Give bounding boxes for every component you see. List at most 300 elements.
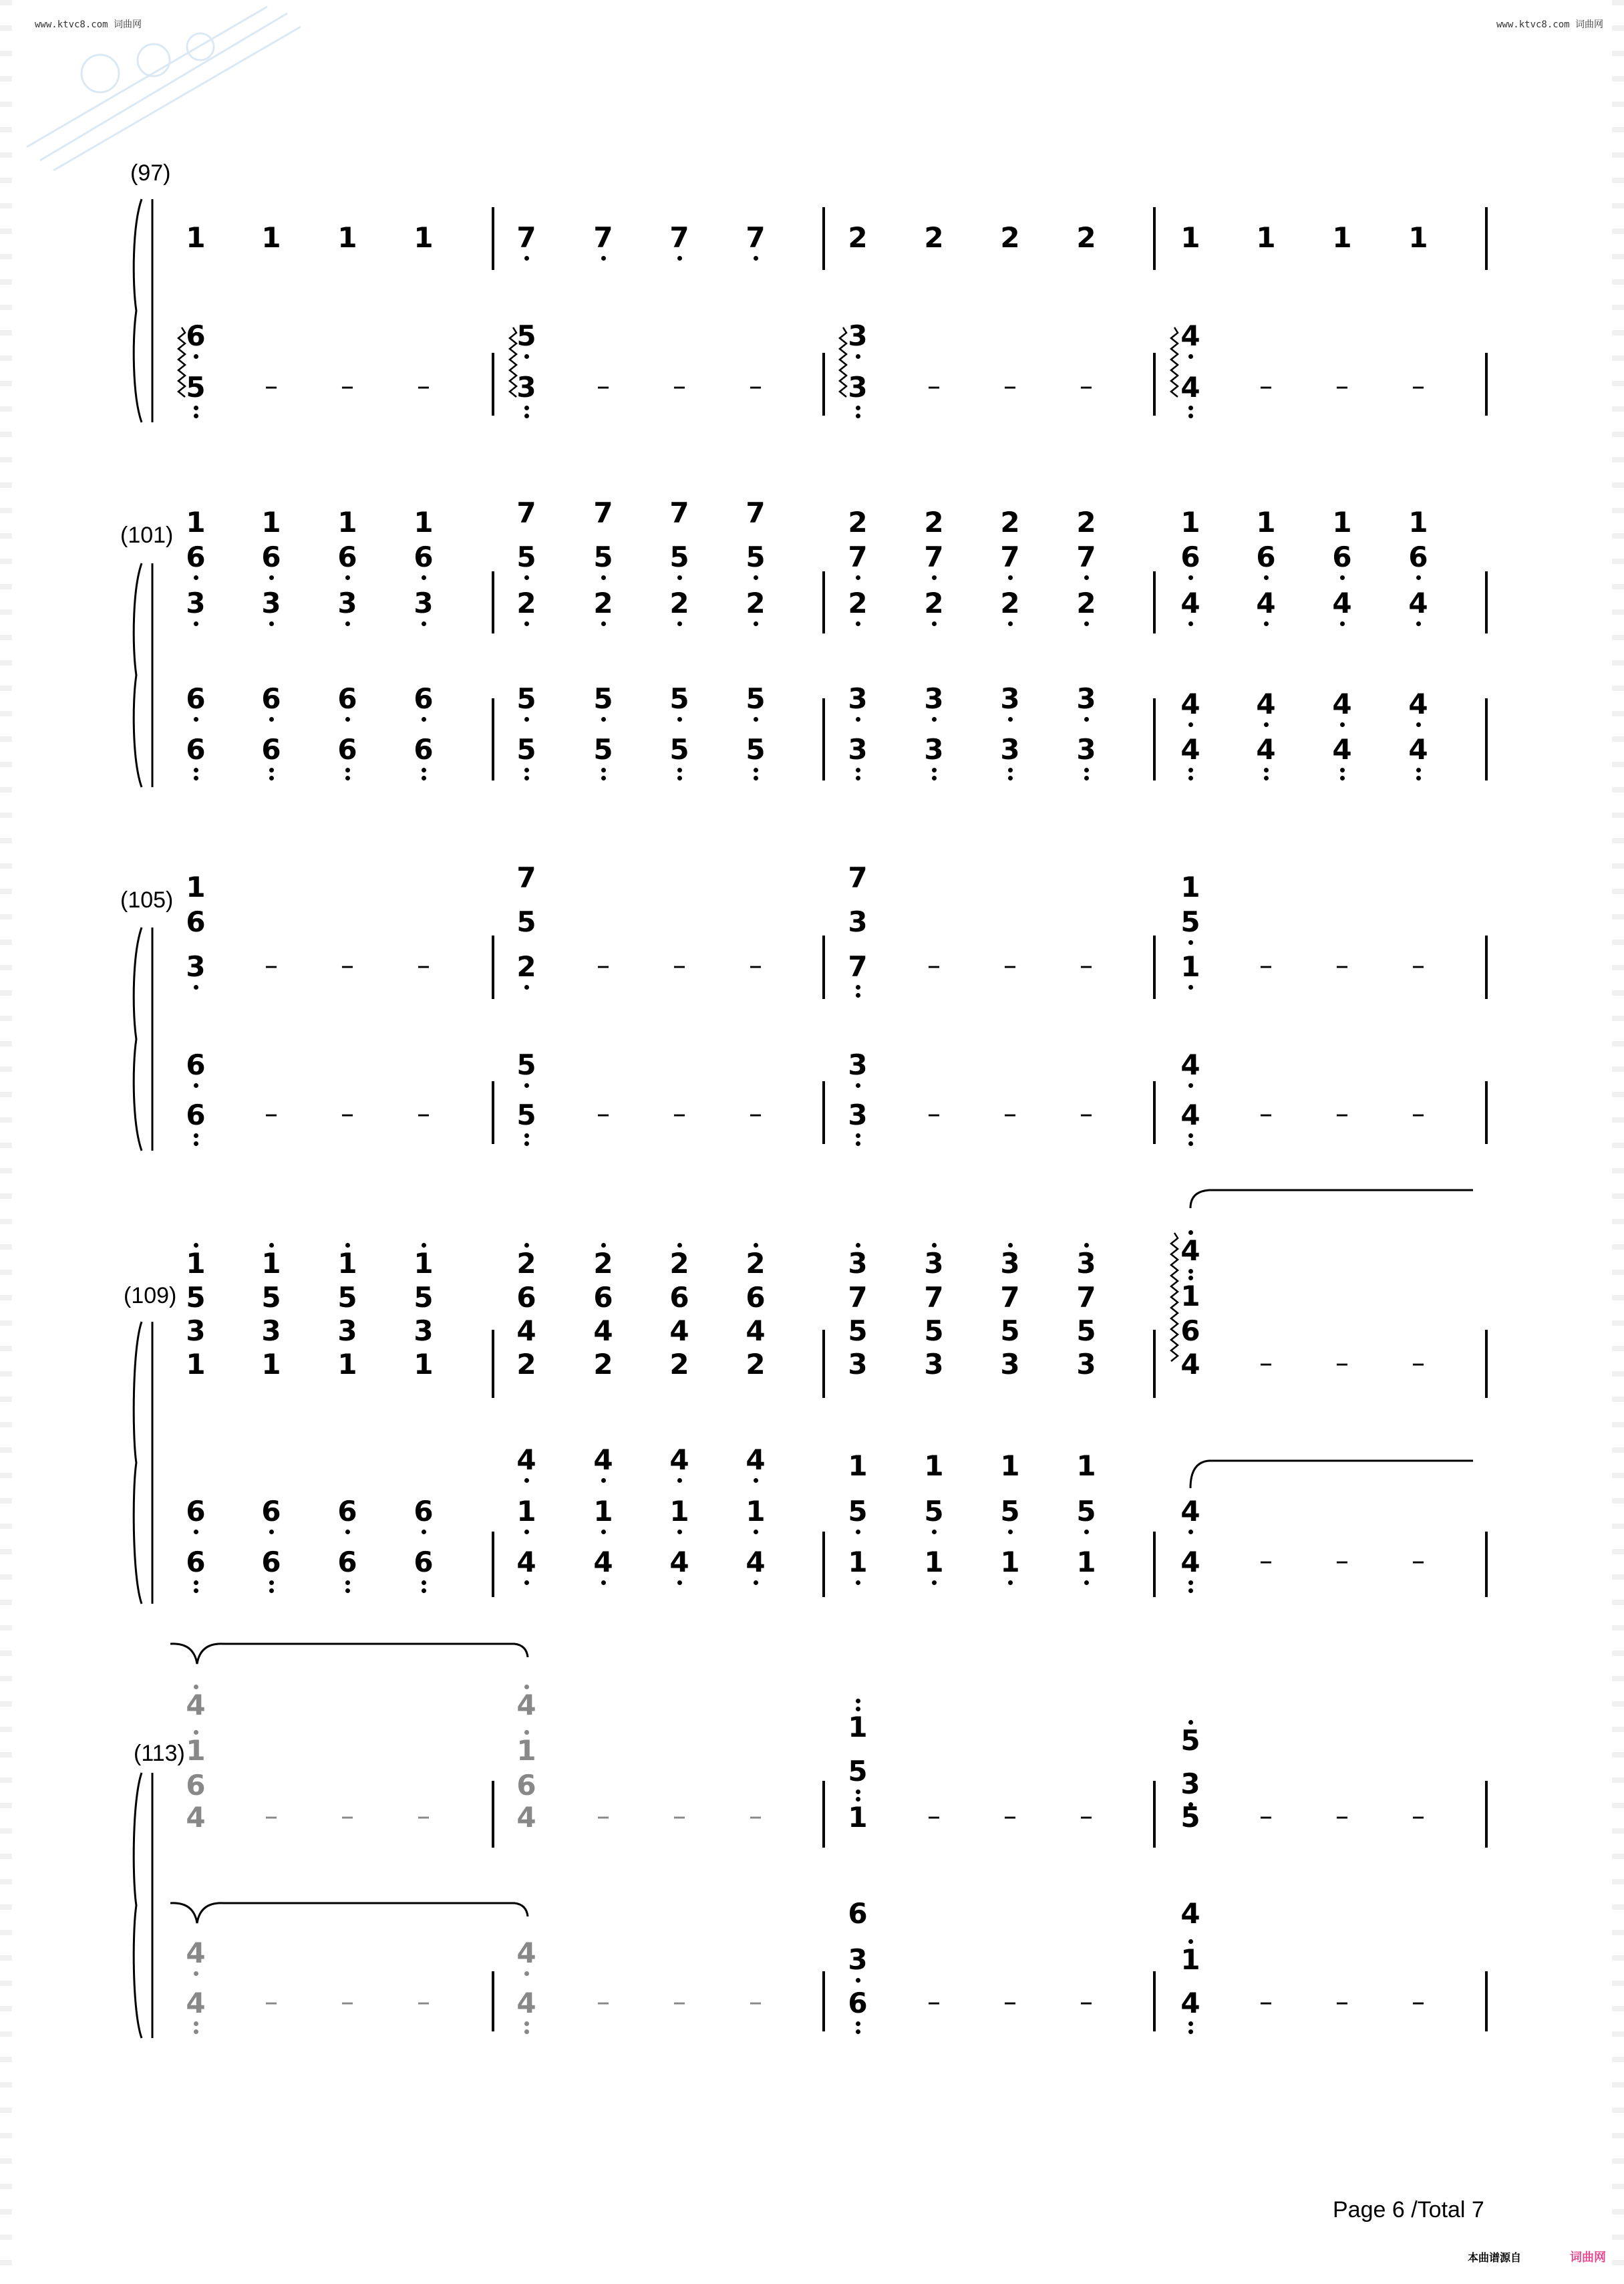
hold-dash: – — [1259, 1987, 1273, 2017]
note-digit: 1 — [1332, 221, 1352, 254]
note-digit: 1 — [1000, 1449, 1020, 1482]
octave-dot — [1008, 575, 1013, 580]
note-digit: 3 — [337, 1314, 357, 1347]
note-digit: 3 — [261, 1314, 281, 1347]
octave-dot — [856, 1243, 860, 1248]
octave-dot — [677, 575, 682, 580]
note-digit: 4 — [186, 1801, 206, 1834]
octave-dot — [345, 768, 350, 772]
octave-dot — [601, 717, 606, 722]
octave-dot — [269, 1243, 274, 1248]
note-digit: 7 — [848, 1281, 868, 1314]
hold-dash: – — [749, 950, 762, 981]
note-digit: 2 — [593, 1247, 613, 1280]
octave-dot — [856, 776, 860, 780]
note-digit: 4 — [1180, 1048, 1200, 1081]
octave-dot — [1416, 575, 1421, 580]
octave-dot — [754, 256, 758, 261]
octave-dot — [1084, 621, 1089, 626]
octave-dot — [194, 1971, 198, 1976]
note-digit: 2 — [516, 1348, 536, 1381]
grand-staff-brace-icon — [134, 1773, 142, 2038]
note-digit: 1 — [1256, 221, 1276, 254]
octave-dot — [1188, 722, 1193, 727]
hold-dash: – — [341, 950, 354, 981]
hold-dash: – — [1259, 1801, 1273, 1832]
octave-dot — [677, 776, 682, 780]
note-digit: 2 — [848, 506, 868, 539]
hold-dash: – — [1335, 1348, 1349, 1379]
octave-dot — [194, 621, 198, 626]
octave-dot — [1188, 414, 1193, 418]
note-digit: 6 — [414, 541, 434, 573]
octave-dot — [932, 1580, 937, 1585]
tie-arc-icon — [1190, 1461, 1473, 1488]
note-digit: 3 — [848, 1247, 868, 1280]
note-digit: 1 — [848, 1546, 868, 1578]
octave-dot — [1084, 776, 1089, 780]
note-digit: 3 — [186, 950, 206, 983]
note-digit: 2 — [848, 221, 868, 254]
octave-dot — [1188, 354, 1193, 359]
note-digit: 5 — [516, 541, 536, 573]
octave-dot — [194, 1588, 198, 1593]
hold-dash: – — [597, 1987, 610, 2017]
note-digit: 6 — [1180, 1314, 1200, 1347]
octave-dot — [345, 621, 350, 626]
hold-dash: – — [927, 1801, 941, 1832]
note-digit: 1 — [1180, 871, 1200, 903]
octave-dot — [345, 1530, 350, 1534]
octave-dot — [194, 1133, 198, 1138]
octave-dot — [1008, 621, 1013, 626]
note-digit: 1 — [1180, 506, 1200, 539]
octave-dot — [856, 1790, 860, 1794]
octave-dot — [856, 985, 860, 990]
note-digit: 1 — [593, 1495, 613, 1528]
octave-dot — [1188, 2021, 1193, 2026]
hold-dash: – — [417, 1801, 430, 1832]
note-digit: 7 — [1000, 1281, 1020, 1314]
hold-dash: – — [1412, 1801, 1425, 1832]
note-digit: 6 — [516, 1281, 536, 1314]
hold-dash: – — [1335, 1099, 1349, 1129]
measure-number-113: (113) — [134, 1741, 185, 1766]
octave-dot — [856, 354, 860, 359]
tie-arc-icon — [170, 1903, 528, 1923]
hold-dash: – — [1003, 1801, 1017, 1832]
hold-dash: – — [749, 1099, 762, 1129]
note-digit: 4 — [1180, 1348, 1200, 1381]
octave-dot — [345, 575, 350, 580]
octave-dot — [269, 1588, 274, 1593]
hold-dash: – — [265, 371, 278, 402]
note-digit: 1 — [186, 1348, 206, 1381]
note-digit: 3 — [848, 682, 868, 715]
note-digit: 4 — [516, 1801, 536, 1834]
note-digit: 4 — [516, 1443, 536, 1476]
octave-dot — [677, 1580, 682, 1585]
octave-dot — [194, 1530, 198, 1534]
note-digit: 7 — [848, 861, 868, 894]
hold-dash: – — [417, 1099, 430, 1129]
hold-dash: – — [1412, 1099, 1425, 1129]
octave-dot — [1416, 621, 1421, 626]
octave-dot — [1264, 722, 1269, 727]
octave-dot — [422, 717, 426, 722]
octave-dot — [601, 768, 606, 772]
hold-dash: – — [1080, 950, 1093, 981]
octave-dot — [422, 1243, 426, 1248]
note-digit: 3 — [924, 1247, 944, 1280]
octave-dot — [601, 1580, 606, 1585]
note-digit: 5 — [669, 541, 689, 573]
note-digit: 5 — [593, 733, 613, 766]
hold-dash: – — [1412, 371, 1425, 402]
hold-dash: – — [1412, 1348, 1425, 1379]
note-digit: 2 — [746, 587, 766, 619]
hold-dash: – — [673, 1987, 686, 2017]
note-digit: 7 — [1076, 1281, 1096, 1314]
hold-dash: – — [417, 371, 430, 402]
octave-dot — [1340, 722, 1345, 727]
octave-dot — [524, 1133, 529, 1138]
note-digit: 4 — [1256, 587, 1276, 619]
note-digit: 5 — [669, 682, 689, 715]
note-digit: 6 — [1256, 541, 1276, 573]
note-digit: 6 — [186, 1495, 206, 1528]
note-digit: 6 — [516, 1769, 536, 1802]
octave-dot — [1008, 776, 1013, 780]
note-digit: 3 — [1076, 733, 1096, 766]
octave-dot — [1084, 1530, 1089, 1534]
note-digit: 4 — [1408, 733, 1428, 766]
note-digit: 6 — [261, 1495, 281, 1528]
note-digit: 1 — [1180, 1943, 1200, 1976]
octave-dot — [194, 575, 198, 580]
note-digit: 4 — [746, 1314, 766, 1347]
note-digit: 1 — [186, 1247, 206, 1280]
note-digit: 1 — [848, 1449, 868, 1482]
octave-dot — [754, 621, 758, 626]
grand-staff-brace-icon — [134, 563, 142, 787]
hold-dash: – — [927, 371, 941, 402]
octave-dot — [194, 717, 198, 722]
octave-dot — [1340, 776, 1345, 780]
note-digit: 7 — [593, 496, 613, 529]
note-digit: 6 — [1332, 541, 1352, 573]
note-digit: 2 — [516, 1247, 536, 1280]
note-digit: 1 — [261, 1247, 281, 1280]
note-digit: 5 — [516, 1099, 536, 1131]
hold-dash: – — [597, 1099, 610, 1129]
octave-dot — [1084, 1243, 1089, 1248]
note-digit: 4 — [1180, 1546, 1200, 1578]
note-digit: 5 — [746, 733, 766, 766]
octave-dot — [856, 1083, 860, 1088]
octave-dot — [677, 1478, 682, 1483]
octave-dot — [856, 2029, 860, 2034]
octave-dot — [524, 575, 529, 580]
octave-dot — [856, 414, 860, 418]
note-digit: 1 — [516, 1734, 536, 1767]
note-digit: 4 — [746, 1546, 766, 1578]
octave-dot — [754, 768, 758, 772]
note-digit: 3 — [1000, 733, 1020, 766]
octave-dot — [194, 2029, 198, 2034]
measure-number-109: (109) — [124, 1283, 177, 1308]
note-digit: 1 — [414, 1247, 434, 1280]
hold-dash: – — [749, 1801, 762, 1832]
octave-dot — [524, 717, 529, 722]
octave-dot — [754, 717, 758, 722]
octave-dot — [754, 1580, 758, 1585]
hold-dash: – — [265, 1801, 278, 1832]
octave-dot — [1264, 621, 1269, 626]
note-digit: 3 — [1180, 1767, 1200, 1800]
octave-dot — [345, 1588, 350, 1593]
hold-dash: – — [1259, 1348, 1273, 1379]
hold-dash: – — [1003, 371, 1017, 402]
octave-dot — [524, 1530, 529, 1534]
hold-dash: – — [749, 1987, 762, 2017]
octave-dot — [194, 1243, 198, 1248]
source-note: 本曲谱源自 — [1468, 2253, 1522, 2264]
note-digit: 7 — [848, 950, 868, 983]
note-digit: 1 — [261, 506, 281, 539]
octave-dot — [932, 1530, 937, 1534]
note-digit: 5 — [593, 682, 613, 715]
octave-dot — [524, 1730, 529, 1735]
note-digit: 6 — [186, 319, 206, 352]
note-digit: 5 — [1180, 1724, 1200, 1757]
note-digit: 6 — [848, 1987, 868, 2019]
octave-dot — [1188, 1588, 1193, 1593]
note-digit: 2 — [593, 1348, 613, 1381]
note-digit: 2 — [924, 221, 944, 254]
note-digit: 5 — [593, 541, 613, 573]
note-digit: 5 — [1000, 1495, 1020, 1528]
note-digit: 3 — [848, 319, 868, 352]
note-digit: 6 — [1408, 541, 1428, 573]
octave-dot — [856, 768, 860, 772]
octave-dot — [194, 354, 198, 359]
note-digit: 4 — [593, 1546, 613, 1578]
octave-dot — [269, 1580, 274, 1585]
note-digit: 7 — [516, 221, 536, 254]
octave-dot — [601, 575, 606, 580]
note-digit: 7 — [669, 221, 689, 254]
note-digit: 4 — [1332, 733, 1352, 766]
octave-dot — [194, 2021, 198, 2026]
hold-dash: – — [1003, 1987, 1017, 2017]
note-digit: 7 — [1000, 541, 1020, 573]
note-digit: 6 — [186, 1546, 206, 1578]
measure-number-105: (105) — [120, 887, 174, 913]
note-digit: 6 — [848, 1897, 868, 1930]
note-digit: 1 — [1408, 221, 1428, 254]
octave-dot — [856, 1978, 860, 1983]
note-digit: 4 — [593, 1443, 613, 1476]
note-digit: 2 — [848, 587, 868, 619]
note-digit: 6 — [337, 541, 357, 573]
octave-dot — [1084, 575, 1089, 580]
octave-dot — [677, 768, 682, 772]
octave-dot — [524, 256, 529, 261]
note-digit: 6 — [186, 541, 206, 573]
note-digit: 7 — [516, 861, 536, 894]
note-digit: 1 — [848, 1711, 868, 1743]
octave-dot — [677, 1530, 682, 1534]
octave-dot — [1416, 776, 1421, 780]
note-digit: 3 — [848, 733, 868, 766]
hold-dash: – — [341, 371, 354, 402]
octave-dot — [194, 1580, 198, 1585]
octave-dot — [1008, 1580, 1013, 1585]
hold-dash: – — [597, 1801, 610, 1832]
octave-dot — [1084, 1580, 1089, 1585]
octave-dot — [1188, 621, 1193, 626]
measure-number-101: (101) — [120, 523, 174, 548]
octave-dot — [1188, 776, 1193, 780]
note-digit: 1 — [186, 871, 206, 903]
octave-dot — [601, 256, 606, 261]
note-digit: 1 — [924, 1546, 944, 1578]
octave-dot — [269, 768, 274, 772]
note-digit: 4 — [516, 1937, 536, 1969]
hold-dash: – — [597, 371, 610, 402]
octave-dot — [856, 406, 860, 410]
note-digit: 3 — [186, 1314, 206, 1347]
note-digit: 4 — [746, 1443, 766, 1476]
octave-dot — [524, 1083, 529, 1088]
octave-dot — [194, 1083, 198, 1088]
octave-dot — [856, 717, 860, 722]
hold-dash: – — [927, 1987, 941, 2017]
octave-dot — [194, 406, 198, 410]
octave-dot — [932, 776, 937, 780]
note-digit: 5 — [186, 1281, 206, 1314]
note-digit: 3 — [848, 371, 868, 404]
note-digit: 4 — [516, 1546, 536, 1578]
octave-dot — [422, 575, 426, 580]
note-digit: 3 — [1000, 1247, 1020, 1280]
hold-dash: – — [341, 1801, 354, 1832]
note-digit: 7 — [746, 496, 766, 529]
note-digit: 7 — [516, 496, 536, 529]
note-digit: 1 — [746, 1495, 766, 1528]
note-digit: 5 — [414, 1281, 434, 1314]
note-digit: 3 — [414, 1314, 434, 1347]
octave-dot — [1188, 575, 1193, 580]
note-digit: 4 — [186, 1689, 206, 1721]
note-digit: 2 — [1000, 587, 1020, 619]
note-digit: 1 — [516, 1495, 536, 1528]
hold-dash: – — [1003, 950, 1017, 981]
note-digit: 1 — [186, 506, 206, 539]
octave-dot — [754, 575, 758, 580]
hold-dash: – — [1259, 371, 1273, 402]
octave-dot — [1340, 621, 1345, 626]
note-digit: 2 — [746, 1348, 766, 1381]
octave-dot — [754, 776, 758, 780]
note-digit: 6 — [414, 733, 434, 766]
octave-dot — [601, 1243, 606, 1248]
note-digit: 4 — [1180, 688, 1200, 720]
octave-dot — [1008, 768, 1013, 772]
octave-dot — [524, 406, 529, 410]
octave-dot — [932, 621, 937, 626]
octave-dot — [1188, 1083, 1193, 1088]
hold-dash: – — [1080, 1099, 1093, 1129]
octave-dot — [422, 1580, 426, 1585]
note-digit: 2 — [669, 587, 689, 619]
note-digit: 1 — [414, 221, 434, 254]
note-digit: 2 — [669, 1247, 689, 1280]
grand-staff-brace-icon — [134, 927, 142, 1151]
octave-dot — [677, 621, 682, 626]
hold-dash: – — [927, 1099, 941, 1129]
note-digit: 4 — [669, 1546, 689, 1578]
grand-staff-brace-icon — [134, 199, 142, 422]
note-digit: 7 — [848, 541, 868, 573]
tie-arc-icon — [170, 1644, 528, 1664]
note-digit: 4 — [1256, 733, 1276, 766]
octave-dot — [1416, 722, 1421, 727]
header-site-left: www.ktvc8.com 词曲网 — [35, 19, 142, 30]
octave-dot — [524, 985, 529, 990]
octave-dot — [856, 1797, 860, 1802]
octave-dot — [1340, 575, 1345, 580]
note-digit: 6 — [337, 682, 357, 715]
hold-dash: – — [1080, 371, 1093, 402]
note-digit: 2 — [924, 587, 944, 619]
note-digit: 3 — [1076, 1348, 1096, 1381]
octave-dot — [601, 1478, 606, 1483]
octave-dot — [1188, 1133, 1193, 1138]
octave-dot — [1416, 768, 1421, 772]
note-digit: 4 — [1180, 733, 1200, 766]
octave-dot — [422, 768, 426, 772]
octave-dot — [422, 1530, 426, 1534]
hold-dash: – — [1412, 950, 1425, 981]
octave-dot — [524, 2029, 529, 2034]
note-digit: 3 — [414, 587, 434, 619]
hold-dash: – — [1335, 950, 1349, 981]
hold-dash: – — [1335, 1987, 1349, 2017]
hold-dash: – — [673, 1801, 686, 1832]
octave-dot — [422, 1588, 426, 1593]
octave-dot — [1188, 1141, 1193, 1146]
hold-dash: – — [1412, 1546, 1425, 1576]
note-digit: 3 — [1000, 1348, 1020, 1381]
hold-dash: – — [749, 371, 762, 402]
octave-dot — [1188, 1530, 1193, 1534]
note-digit: 1 — [1180, 950, 1200, 983]
note-digit: 4 — [1180, 1099, 1200, 1131]
note-digit: 1 — [337, 221, 357, 254]
octave-dot — [677, 256, 682, 261]
note-digit: 4 — [593, 1314, 613, 1347]
octave-dot — [194, 414, 198, 418]
note-digit: 6 — [186, 905, 206, 938]
note-digit: 4 — [1408, 587, 1428, 619]
hold-dash: – — [1259, 1546, 1273, 1576]
note-digit: 3 — [516, 371, 536, 404]
hold-dash: – — [597, 950, 610, 981]
hold-dash: – — [673, 371, 686, 402]
octave-dot — [422, 621, 426, 626]
